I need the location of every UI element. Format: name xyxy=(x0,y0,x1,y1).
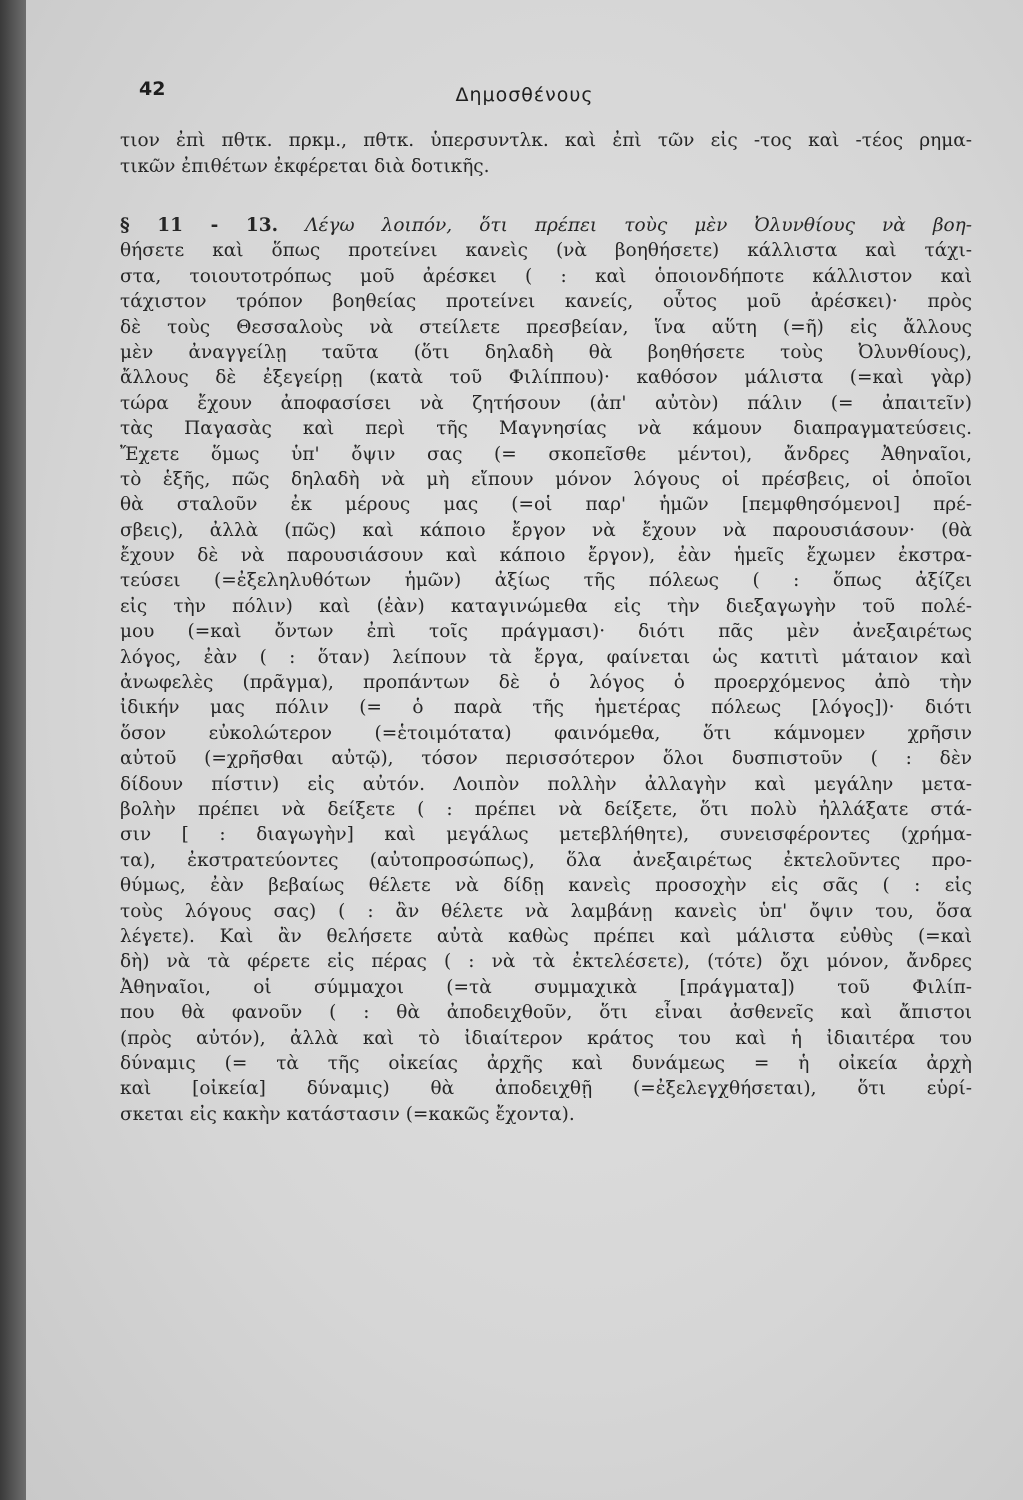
text-line: τάχιστον τρόπον βοηθείας προτείνει κανείς, οὗτος μοῦ ἀρέσκει)· πρὸς xyxy=(120,291,972,313)
text-line: λόγος, ἐὰν ( : ὅταν) λείπουν τὰ ἔργα, φαίνεται ὡς κατιτὶ μάταιον καὶ xyxy=(120,646,972,668)
text-line: Ἀθηναῖοι, οἱ σύμμαχοι (=τὰ συμμαχικὰ [πράγματα]) τοῦ Φιλίπ- xyxy=(120,976,972,998)
book-page xyxy=(26,0,1023,1500)
text-line: (πρὸς αὐτόν), ἀλλὰ καὶ τὸ ἰδιαίτερον κράτος του καὶ ἡ ἰδιαιτέρα του xyxy=(120,1027,972,1049)
text-line: βολὴν πρέπει νὰ δείξετε ( : πρέπει νὰ δείξετε, ὅτι πολὺ ἠλλάξατε στά- xyxy=(120,798,972,820)
text-line: θήσετε καὶ ὅπως προτείνει κανεὶς (νὰ βοηθήσετε) κάλλιστα καὶ τάχι- xyxy=(120,240,972,262)
intro-line: τιον ἐπὶ πθτκ. πρκμ., πθτκ. ὑπερσυντλκ. καὶ ἐπὶ τῶν εἰς -τος καὶ -τέος ρημα- xyxy=(120,130,972,151)
scan-edge-left xyxy=(0,0,26,1500)
text-line: θὰ σταλοῦν ἐκ μέρους μας (=οἱ παρ' ἡμῶν [πεμφθησόμενοι] πρέ- xyxy=(120,494,972,516)
running-title: Δημοσθένους xyxy=(455,84,594,106)
text-line: σιν [ : διαγωγὴν] καὶ μεγάλως μετεβλήθητε), συνεισφέροντες (χρήμα- xyxy=(120,824,972,846)
text-line: ὅσον εὐκολώτερον (=ἑτοιμότατα) φαινόμεθα, ὅτι κάμνομεν χρῆσιν xyxy=(120,722,972,744)
paragraph-gap xyxy=(120,180,972,213)
text-line: Ἔχετε ὅμως ὑπ' ὄψιν σας (= σκοπεῖσθε μέντοι), ἄνδρες Ἀθηναῖοι, xyxy=(120,443,972,465)
text-line: τοὺς λόγους σας) ( : ἂν θέλετε νὰ λαμβάνῃ κανεὶς ὑπ' ὄψιν του, ὅσα xyxy=(120,900,972,922)
text-line: εἰς τὴν πόλιν) καὶ (ἐὰν) καταγινώμεθα εἰς τὴν διεξαγωγὴν τοῦ πολέ- xyxy=(120,595,972,617)
text-line: μὲν ἀναγγείλῃ ταῦτα (ὅτι δηλαδὴ θὰ βοηθήσετε τοὺς Ὀλυνθίους), xyxy=(120,341,972,363)
text-line: ἄλλους δὲ ἐξεγείρῃ (κατὰ τοῦ Φιλίππου)· καθόσον μάλιστα (=καὶ γὰρ) xyxy=(120,367,972,389)
page-header xyxy=(26,74,1023,104)
text-line: λέγετε). Καὶ ἂν θελήσετε αὐτὰ καθὼς πρέπει καὶ μάλιστα εὐθὺς (=καὶ xyxy=(120,925,972,947)
text-line: ἰδικήν μας πόλιν (= ὁ παρὰ τῆς ἡμετέρας πόλεως [λόγος])· διότι xyxy=(120,697,972,719)
text-line: δὲ τοὺς Θεσσαλοὺς νὰ στείλετε πρεσβείαν, ἵνα αὕτη (=ῆ) εἰς ἄλλους xyxy=(120,316,972,338)
text-line: τεύσει (=ἐξεληλυθότων ἡμῶν) ἀξίως τῆς πόλεως ( : ὅπως ἀξίζει xyxy=(120,570,972,592)
text-line: αὐτοῦ (=χρῆσθαι αὐτῷ), τόσον περισσότερον ὅλοι δυσπιστοῦν ( : δὲν xyxy=(120,748,972,770)
body-text xyxy=(120,128,972,1127)
text-line: δύναμις (= τὰ τῆς οἰκείας ἀρχῆς καὶ δυνάμεως = ἡ οἰκεία ἀρχὴ xyxy=(120,1052,972,1074)
text-line: δὴ) νὰ τὰ φέρετε εἰς πέρας ( : νὰ τὰ ἐκτελέσετε), (τότε) ὄχι μόνον, ἄνδρες xyxy=(120,951,972,973)
text-line: στα, τοιουτοτρόπως μοῦ ἀρέσκει ( : καὶ ὁποιονδήποτε κάλλιστον καὶ xyxy=(120,265,972,287)
text-line: σβεις), ἀλλὰ (πῶς) καὶ κάποιο ἔργον νὰ ἔχουν νὰ παρουσιάσουν· (θὰ xyxy=(120,519,972,541)
text-line: ἀνωφελὲς (πρᾶγμα), προπάντων δὲ ὁ λόγος ὁ προερχόμενος ἀπὸ τὴν xyxy=(120,672,972,694)
text-line: θύμως, ἐὰν βεβαίως θέλετε νὰ δίδῃ κανεὶς προσοχὴν εἰς σᾶς ( : εἰς xyxy=(120,875,972,897)
text-line: μου (=καὶ ὄντων ἐπὶ τοῖς πράγμασι)· διότι πᾶς μὲν ἀνεξαιρέτως xyxy=(120,621,972,643)
text-line: δίδουν πίστιν) εἰς αὐτόν. Λοιπὸν πολλὴν ἀλλαγὴν καὶ μεγάλην μετα- xyxy=(120,773,972,795)
text-line: που θὰ φανοῦν ( : θὰ ἀποδειχθοῦν, ὅτι εἶναι ἀσθενεῖς καὶ ἄπιστοι xyxy=(120,1002,972,1024)
text-line: τα), ἐκστρατεύοντες (αὐτοπροσώπως), ὅλα ἀνεξαιρέτως ἐκτελοῦντες προ- xyxy=(120,849,972,871)
text-line: τώρα ἔχουν ἀποφασίσει νὰ ζητήσουν (ἀπ' αὐτὸν) πάλιν (= ἀπαιτεῖν) xyxy=(120,392,972,414)
text-line: Λέγω λοιπόν, ὅτι πρέπει τοὺς μὲν Ὀλυνθίους νὰ βοη- xyxy=(305,215,972,236)
text-line: τὸ ἑξῆς, πῶς δηλαδὴ νὰ μὴ εἴπουν μόνον λόγους οἱ πρέσβεις, οἱ ὁποῖοι xyxy=(120,468,972,490)
text-line: καὶ [οἰκεία] δύναμις) θὰ ἀποδειχθῇ (=ἐξελεγχθήσεται), ὅτι εὑρί- xyxy=(120,1078,972,1100)
text-line: τὰς Παγασὰς καὶ περὶ τῆς Μαγνησίας νὰ κάμουν διαπραγματεύσεις. xyxy=(120,418,972,440)
section-first-line xyxy=(120,213,972,238)
text-line: ἔχουν δὲ νὰ παρουσιάσουν καὶ κάποιο ἔργον), ἐὰν ἡμεῖς ἔχωμεν ἐκστρα- xyxy=(120,545,972,567)
section-label: § 11 - 13. xyxy=(120,215,279,236)
text-line: σκεται εἰς κακὴν κατάστασιν (=κακῶς ἔχοντα). xyxy=(120,1103,575,1125)
page-number: 42 xyxy=(139,78,166,100)
intro-line: τικῶν ἐπιθέτων ἐκφέρεται διὰ δοτικῆς. xyxy=(120,156,490,177)
